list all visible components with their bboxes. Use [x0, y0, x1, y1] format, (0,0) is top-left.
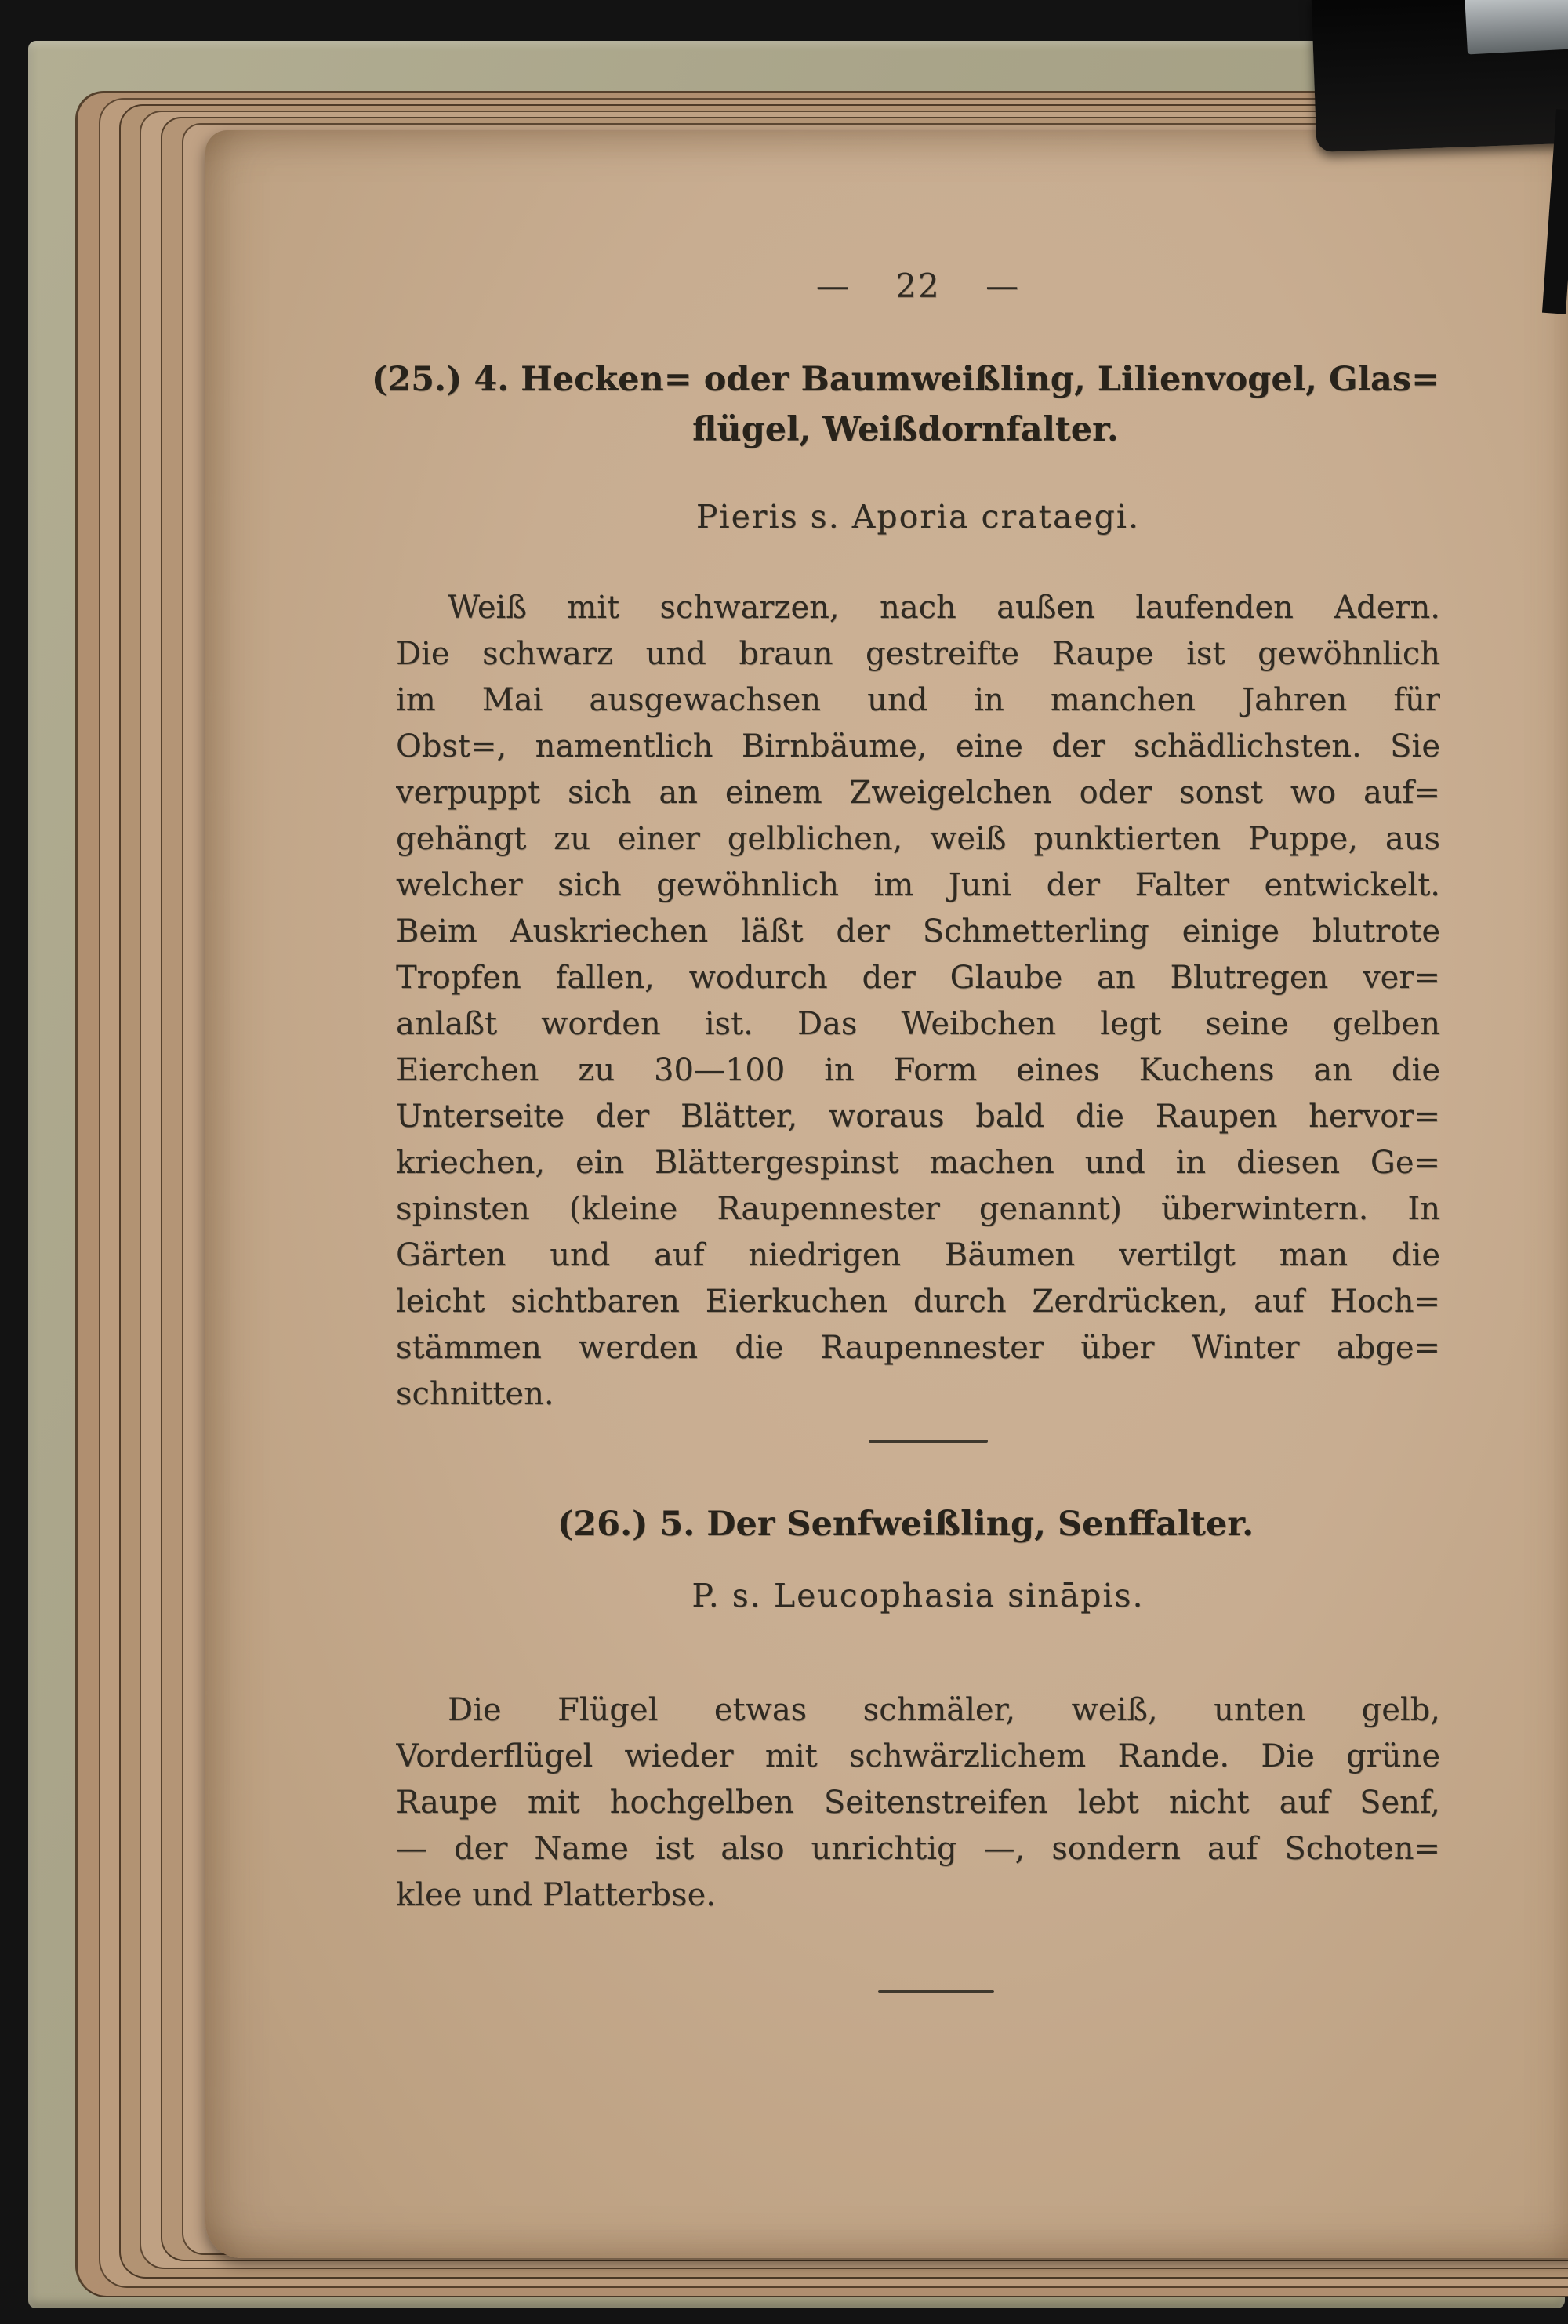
body-line: leicht sichtbaren Eierkuchen durch Zerdrücken, auf Hoch= — [396, 1284, 1440, 1320]
body-line: klee und Platterbse. — [396, 1877, 716, 1913]
section-divider-rule — [869, 1440, 988, 1443]
body-line: verpuppt sich an einem Zweigelchen oder sonst wo auf= — [396, 775, 1440, 811]
body-line: kriechen, ein Blättergespinst machen und in diesen Ge= — [396, 1145, 1440, 1181]
section-1-heading-line-2: flügel, Weißdornfalter. — [692, 410, 1119, 449]
body-line: welcher sich gewöhnlich im Juni der Falter entwickelt. — [396, 867, 1440, 903]
body-line: — der Name ist also unrichtig —, sondern auf Schoten= — [396, 1831, 1440, 1867]
body-line: Beim Auskriechen läßt der Schmetterling einige blutrote — [396, 913, 1440, 950]
section-1-heading — [357, 354, 1454, 455]
body-line: Vorderflügel wieder mit schwärzlichem Rande. Die grüne — [396, 1738, 1440, 1774]
body-line: Unterseite der Blätter, woraus bald die Raupen hervor= — [396, 1098, 1440, 1135]
body-line: Eierchen zu 30—100 in Form eines Kuchens an die — [396, 1052, 1440, 1088]
section-2-latin-name: P. s. Leucophasia sināpis. — [691, 1577, 1145, 1614]
section-1-heading-line-1: (25.) 4. Hecken= oder Baumweißling, Lilienvogel, Glas= — [371, 360, 1440, 399]
body-line: Weiß mit schwarzen, nach außen laufenden Adern. — [448, 590, 1440, 626]
section-2-paragraph — [396, 1687, 1440, 1919]
body-line: Gärten und auf niedrigen Bäumen vertilgt man die — [396, 1237, 1440, 1273]
body-line: im Mai ausgewachsen und in manchen Jahren für — [396, 682, 1440, 718]
page-number: — 22 — — [815, 267, 1021, 305]
body-line: Obst=, namentlich Birnbäume, eine der schädlichsten. Sie — [396, 728, 1440, 764]
section-1-latin-name: Pieris s. Aporia crataegi. — [695, 498, 1141, 536]
body-line: schnitten. — [396, 1376, 554, 1412]
body-line: stämmen werden die Raupennester über Winter abge= — [396, 1330, 1440, 1366]
section-2-heading — [357, 1499, 1454, 1549]
body-line: gehängt zu einer gelblichen, weiß punktierten Puppe, aus — [396, 821, 1440, 857]
body-line: Die Flügel etwas schmäler, weiß, unten gelb, — [448, 1692, 1440, 1728]
body-line: Die schwarz und braun gestreifte Raupe ist gewöhnlich — [396, 636, 1440, 672]
body-line: Tropfen fallen, wodurch der Glaube an Blutregen ver= — [396, 960, 1440, 996]
body-line: anlaßt worden ist. Das Weibchen legt seine gelben — [396, 1006, 1440, 1042]
spine-clasp — [1465, 0, 1568, 54]
section-2-heading-line-1: (26.) 5. Der Senfweißling, Senffalter. — [557, 1505, 1254, 1544]
section-1-paragraph — [396, 585, 1440, 1418]
body-line: Raupe mit hochgelben Seitenstreifen lebt nicht auf Senf, — [396, 1785, 1440, 1821]
body-line: spinsten (kleine Raupennester genannt) überwintern. In — [396, 1191, 1440, 1227]
end-divider-rule — [878, 1990, 994, 1993]
